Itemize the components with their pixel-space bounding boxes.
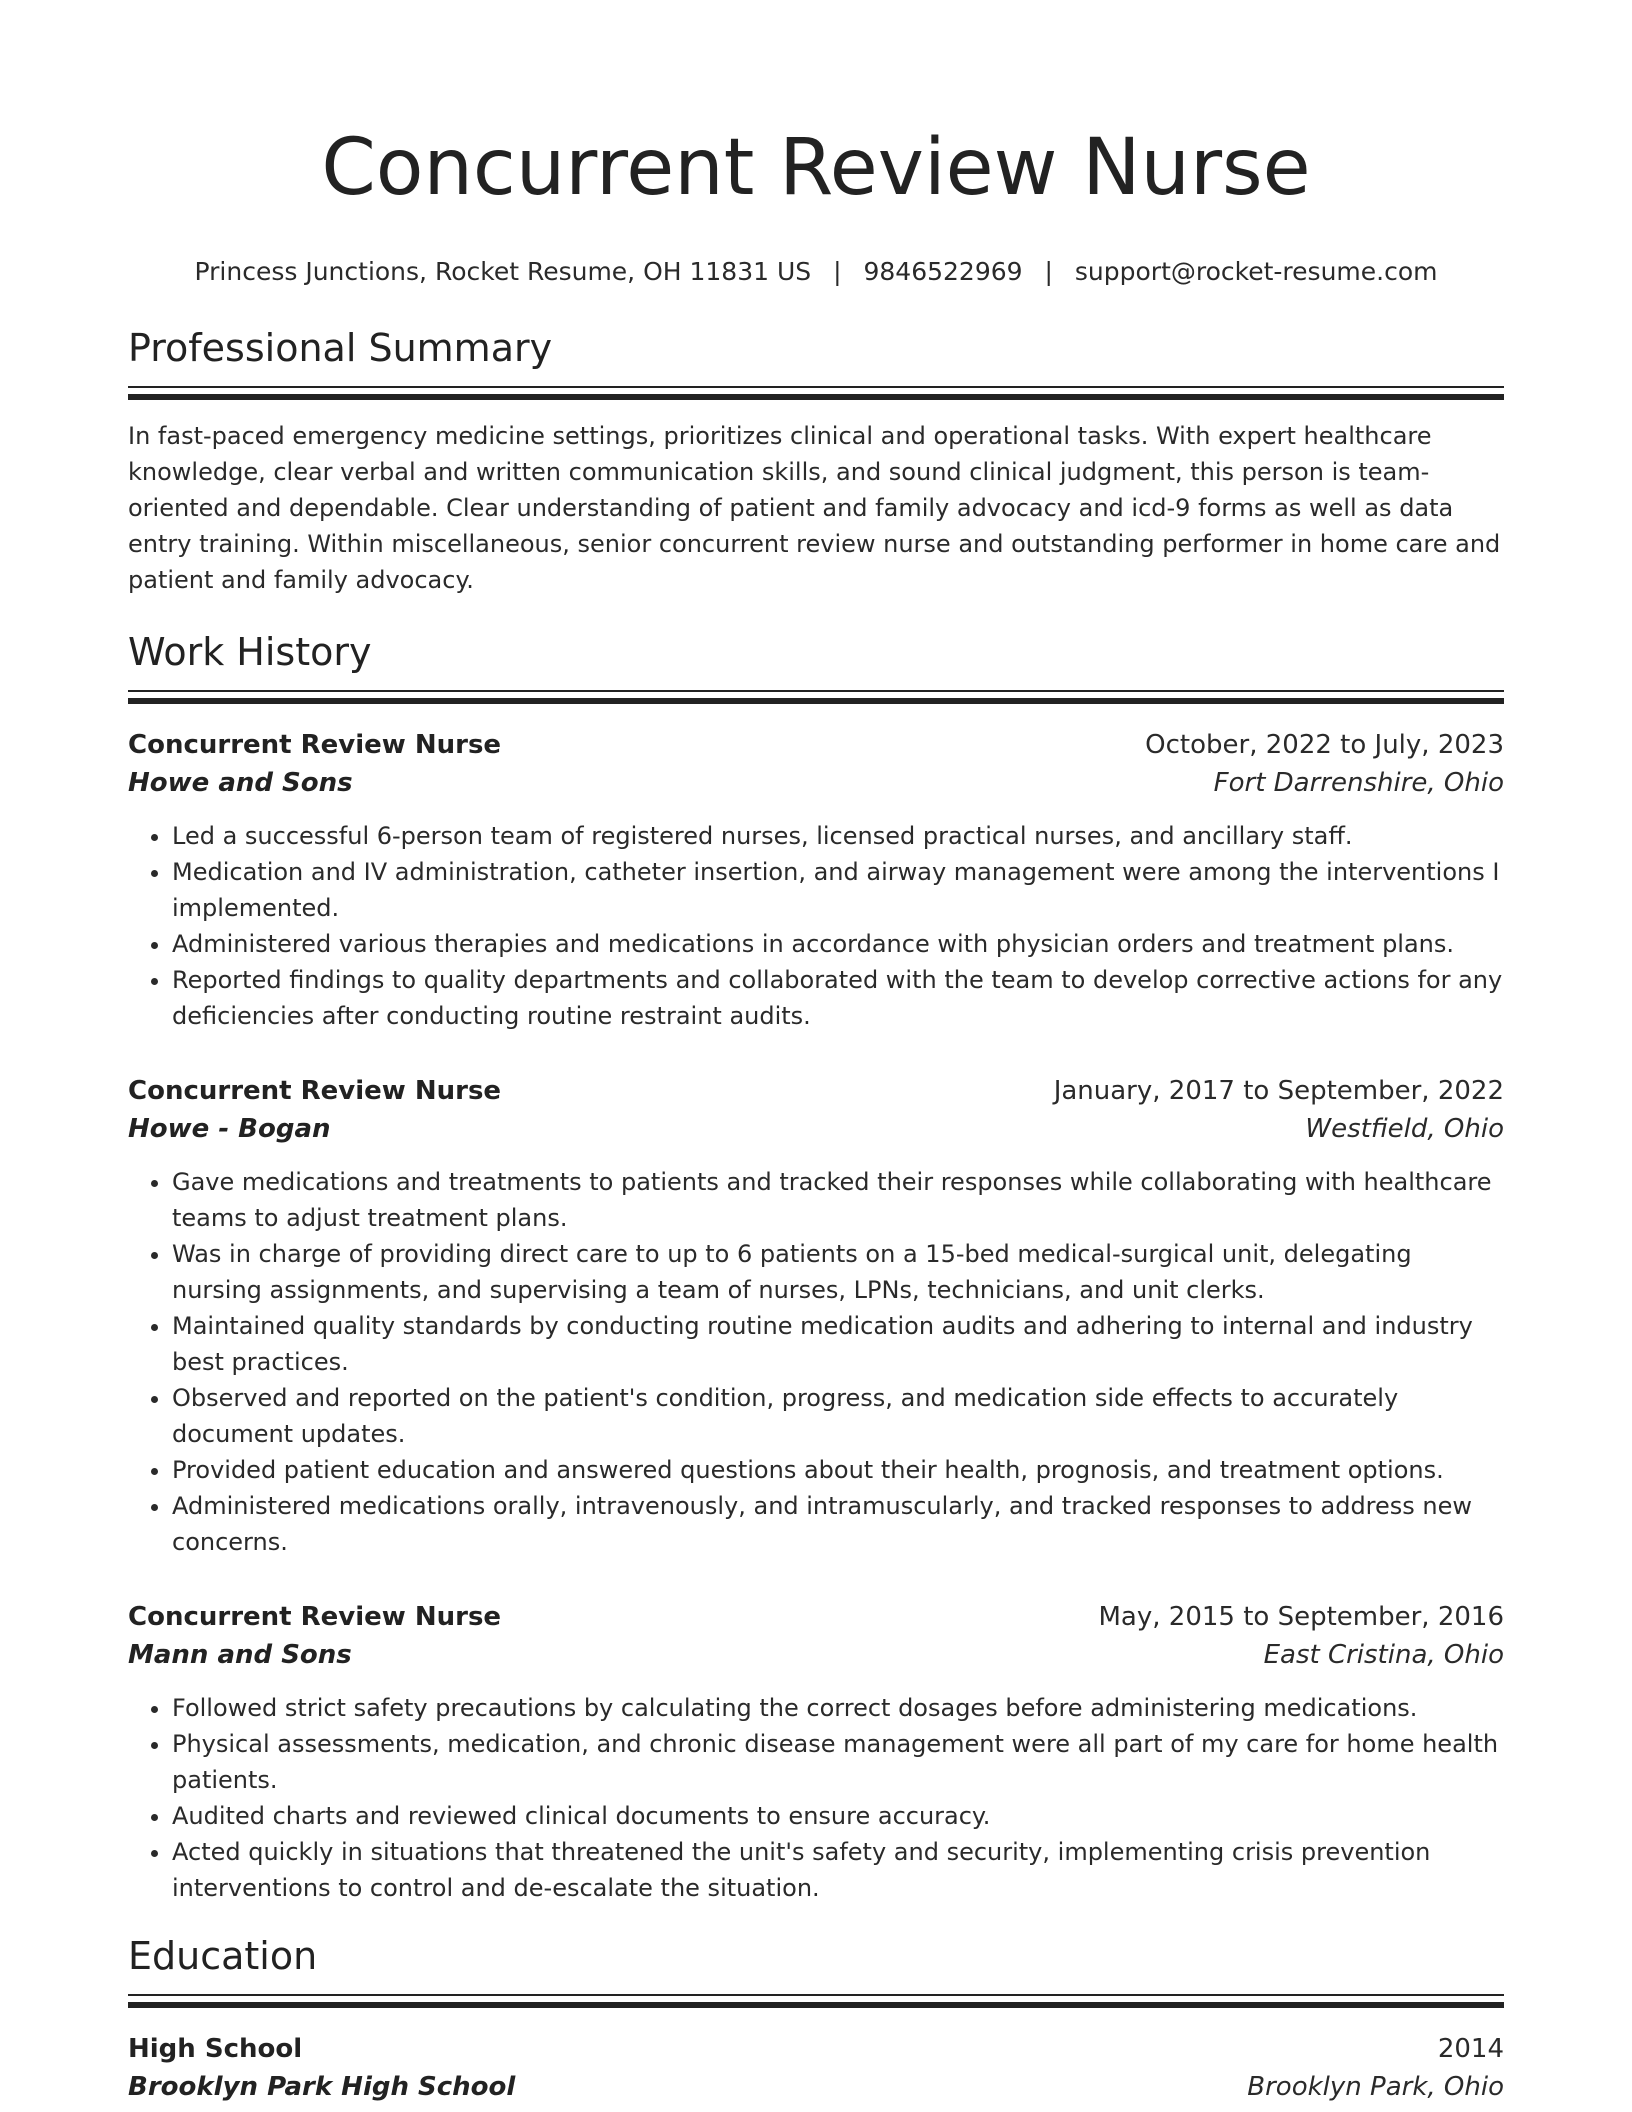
- job-entry: [128, 1598, 1504, 1906]
- education-school: Brooklyn Park High School: [128, 2072, 516, 2102]
- section-divider: [128, 386, 1504, 400]
- education-header-row: [128, 2030, 1504, 2068]
- education-year: 2014: [1437, 2034, 1504, 2064]
- job-bullet: • Maintained quality standards by conducting routine medication audits and adhering to internal and industry best practices.: [172, 1308, 1504, 1380]
- job-bullet: • Medication and IV administration, catheter insertion, and airway management were among the interventions I implemented.: [172, 854, 1504, 926]
- job-dates: October, 2022 to July, 2023: [1145, 730, 1504, 760]
- section-title-work-history: Work History: [128, 630, 372, 674]
- job-bullet: • Observed and reported on the patient's condition, progress, and medication side effects to accurately document updates.: [172, 1380, 1504, 1452]
- job-employer-row: [128, 1110, 1504, 1148]
- job-header-row: [128, 726, 1504, 764]
- education-location: Brooklyn Park, Ohio: [1247, 2072, 1504, 2102]
- job-employer: Howe - Bogan: [128, 1114, 331, 1144]
- section-title-summary: Professional Summary: [128, 326, 553, 370]
- job-bullets: [128, 1690, 1504, 1906]
- job-bullet: • Gave medications and treatments to patients and tracked their responses while collaborating with healthcare teams to adjust treatment plans.: [172, 1164, 1504, 1236]
- job-header-row: [128, 1598, 1504, 1636]
- job-bullet: • Led a successful 6-person team of registered nurses, licensed practical nurses, and ancillary staff.: [172, 818, 1504, 854]
- section-divider: [128, 690, 1504, 704]
- job-bullet: • Followed strict safety precautions by calculating the correct dosages before administering medications.: [172, 1690, 1504, 1726]
- education-section: [128, 1932, 1504, 2106]
- job-bullet: • Provided patient education and answered questions about their health, prognosis, and treatment options.: [172, 1452, 1504, 1488]
- contact-email: support@rocket-resume.com: [1074, 257, 1438, 286]
- job-employer-row: [128, 764, 1504, 802]
- job-bullet: • Physical assessments, medication, and chronic disease management were all part of my care for home health patients.: [172, 1726, 1504, 1798]
- job-employer: Mann and Sons: [128, 1640, 352, 1670]
- job-bullets: [128, 818, 1504, 1034]
- job-employer: Howe and Sons: [128, 768, 353, 798]
- job-bullet: • Acted quickly in situations that threatened the unit's safety and security, implementing crisis prevention interventions to control and de-escalate the situation.: [172, 1834, 1504, 1906]
- job-location: Fort Darrenshire, Ohio: [1213, 768, 1504, 798]
- job-bullet: • Was in charge of providing direct care to up to 6 patients on a 15-bed medical-surgical unit, delegating nursing assignments, and supervising a team of nurses, LPNs, technicians, and unit clerks.: [172, 1236, 1504, 1308]
- job-dates: May, 2015 to September, 2016: [1098, 1602, 1504, 1632]
- summary-text: In fast-paced emergency medicine settings, prioritizes clinical and operational tasks. With expert healthcare knowledge, clear verbal and written communication skills, and sound clinical judgment, this person is team-oriented and dependable. Clear understanding of patient and family advocacy and icd-9 forms as well as data entry training. Within miscellaneous, senior concurrent review nurse and outstanding performer in home care and patient and family advocacy.: [128, 422, 1501, 594]
- contact-separator: |: [833, 257, 842, 286]
- job-title: Concurrent Review Nurse: [128, 1076, 502, 1106]
- education-school-row: [128, 2068, 1504, 2106]
- job-bullets: [128, 1164, 1504, 1560]
- section-title-education: Education: [128, 1934, 318, 1978]
- contact-address: Princess Junctions, Rocket Resume, OH 11831 US: [194, 257, 812, 286]
- job-entry: [128, 726, 1504, 1034]
- contact-phone: 9846522969: [863, 257, 1023, 286]
- job-entry: [128, 1072, 1504, 1560]
- work-history-section: [128, 628, 1504, 1906]
- job-title: Concurrent Review Nurse: [128, 1602, 502, 1632]
- contact-separator: |: [1044, 257, 1053, 286]
- job-location: East Cristina, Ohio: [1263, 1640, 1504, 1670]
- job-employer-row: [128, 1636, 1504, 1674]
- job-bullet: • Audited charts and reviewed clinical documents to ensure accuracy.: [172, 1798, 1504, 1834]
- job-dates: January, 2017 to September, 2022: [1053, 1076, 1504, 1106]
- resume-name: Concurrent Review Nurse: [321, 123, 1311, 213]
- job-location: Westfield, Ohio: [1305, 1114, 1504, 1144]
- education-degree: High School: [128, 2034, 303, 2064]
- contact-line: [128, 254, 1504, 290]
- job-bullet: • Administered various therapies and medications in accordance with physician orders and treatment plans.: [172, 926, 1504, 962]
- job-bullet: • Reported findings to quality departments and collaborated with the team to develop corrective actions for any deficiencies after conducting routine restraint audits.: [172, 962, 1504, 1034]
- education-entry: [128, 2030, 1504, 2106]
- job-title: Concurrent Review Nurse: [128, 730, 502, 760]
- job-header-row: [128, 1072, 1504, 1110]
- job-bullet: • Administered medications orally, intravenously, and intramuscularly, and tracked responses to address new concerns.: [172, 1488, 1504, 1560]
- section-divider: [128, 1994, 1504, 2008]
- summary-section: [128, 324, 1504, 598]
